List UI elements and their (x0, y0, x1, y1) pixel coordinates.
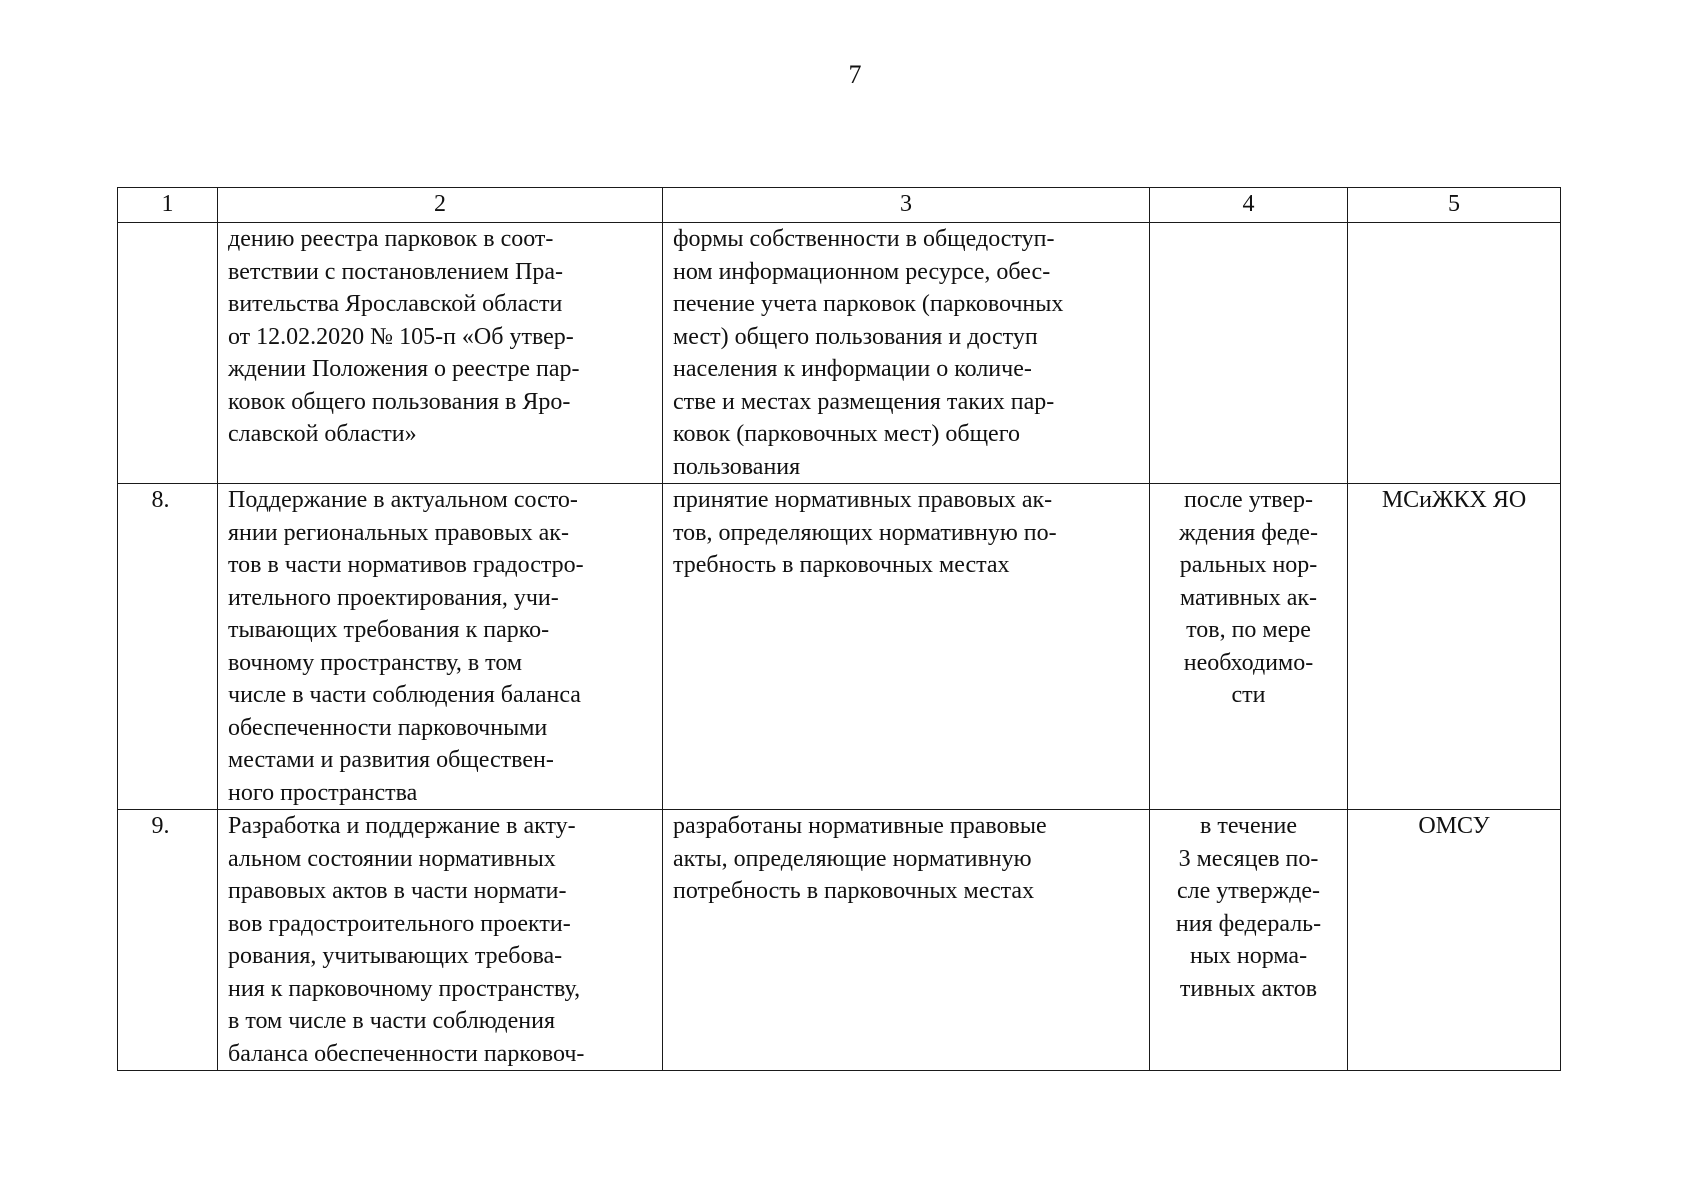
cell-text-line: стве и местах размещения таких пар- (673, 388, 1055, 415)
cell-text-line: тывающих требования к парко- (228, 617, 550, 643)
page-number: 7 (848, 60, 862, 89)
cell-text-line: правовых актов в части нормати- (228, 878, 567, 904)
table-header-row (118, 188, 1561, 223)
cell-text-line: мативных ак- (1180, 584, 1317, 611)
cell-text-line: ния к парковочному пространству, (228, 975, 581, 1002)
column-header-1: 1 (118, 188, 218, 223)
cell-text-line: вочному пространству, в том (228, 649, 523, 676)
cell-text-line: вов градостроительного проекти- (228, 910, 571, 937)
row-number-cell (118, 223, 218, 484)
cell-text-line: ковок общего пользования в Яро- (228, 388, 571, 415)
cell-text-line: ния федераль- (1175, 910, 1322, 937)
cell-text-line: ветствии с постановлением Пра- (228, 258, 563, 285)
cell-text-line: требность в парковочных местах (673, 552, 1010, 578)
deadline-cell (1150, 223, 1348, 484)
cell-text-line: ного пространства (228, 779, 418, 806)
cell-text-line: Поддержание в актуальном состо- (228, 487, 578, 513)
cell-text-line: тивных актов (1179, 975, 1318, 1002)
responsible-cell (1348, 223, 1561, 484)
table-row (118, 223, 1561, 484)
cell-text-line: славской области» (228, 421, 417, 447)
column-header-4: 4 (1150, 188, 1348, 223)
cell-text-line: ковок (парковочных мест) общего (673, 421, 1020, 447)
cell-text-line: в том числе в части соблюдения (228, 1008, 556, 1034)
cell-text-line: в течение (1200, 813, 1297, 839)
cell-text-line: баланса обеспеченности парковоч- (228, 1040, 585, 1067)
column-header-5: 5 (1348, 188, 1561, 223)
measure-description-cell (218, 223, 663, 484)
cell-text-line: от 12.02.2020 № 105-п «Об утвер- (228, 323, 574, 350)
responsible-cell: ОМСУ (1348, 810, 1561, 1071)
cell-text-line: 3 месяцев по- (1178, 845, 1319, 872)
cell-text-line: населения к информации о количе- (673, 356, 1032, 382)
row-number-cell: 8. (118, 484, 218, 810)
deadline-cell (1150, 810, 1348, 1071)
cell-text-line: ждения феде- (1179, 519, 1318, 546)
measure-description-cell (218, 484, 663, 810)
expected-result-cell (663, 223, 1150, 484)
cell-text-line: числе в части соблюдения баланса (228, 682, 581, 708)
cell-text-line: тов в части нормативов градостро- (228, 552, 584, 578)
cell-text-line: янии региональных правовых ак- (228, 519, 569, 546)
cell-text-line: необходимо- (1183, 649, 1314, 676)
cell-text-line: тов, по мере (1186, 617, 1311, 643)
cell-text-line: обеспеченности парковочными (228, 714, 548, 741)
cell-text-line: вительства Ярославской области (228, 291, 563, 317)
column-header-2: 2 (218, 188, 663, 223)
cell-text-line: ительного проектирования, учи- (228, 584, 559, 611)
cell-text-line: формы собственности в общедоступ- (673, 226, 1055, 252)
cell-text-line: дению реестра парковок в соот- (228, 226, 554, 252)
measures-table (117, 187, 1561, 1071)
measure-description-cell (218, 810, 663, 1071)
cell-text-line: после утвер- (1183, 487, 1314, 513)
table-row (118, 810, 1561, 1071)
cell-text-line: рования, учитывающих требова- (228, 943, 563, 969)
cell-text-line: местами и развития обществен- (228, 747, 554, 773)
table-row (118, 484, 1561, 810)
column-header-3: 3 (663, 188, 1150, 223)
cell-text-line: пользования (673, 453, 801, 480)
cell-text-line: сти (1231, 682, 1266, 708)
cell-text-line: потребность в парковочных местах (673, 878, 1035, 904)
cell-text-line: мест) общего пользования и доступ (673, 323, 1038, 350)
cell-text-line: Разработка и поддержание в акту- (228, 813, 576, 839)
cell-text-line: акты, определяющие нормативную (673, 845, 1032, 872)
cell-text-line: ждении Положения о реестре пар- (228, 356, 580, 382)
cell-text-line: принятие нормативных правовых ак- (673, 487, 1053, 513)
cell-text-line: печение учета парковок (парковочных (673, 291, 1064, 317)
row-number-cell: 9. (118, 810, 218, 1071)
expected-result-cell (663, 484, 1150, 810)
cell-text-line: сле утвержде- (1176, 878, 1321, 904)
cell-text-line: альном состоянии нормативных (228, 845, 556, 872)
deadline-cell (1150, 484, 1348, 810)
responsible-cell: МСиЖКХ ЯО (1348, 484, 1561, 810)
cell-text-line: ных норма- (1189, 943, 1308, 969)
expected-result-cell (663, 810, 1150, 1071)
cell-text-line: тов, определяющих нормативную по- (673, 519, 1057, 546)
cell-text-line: разработаны нормативные правовые (673, 813, 1047, 839)
cell-text-line: ном информационном ресурсе, обес- (673, 258, 1051, 285)
cell-text-line: ральных нор- (1179, 552, 1318, 578)
